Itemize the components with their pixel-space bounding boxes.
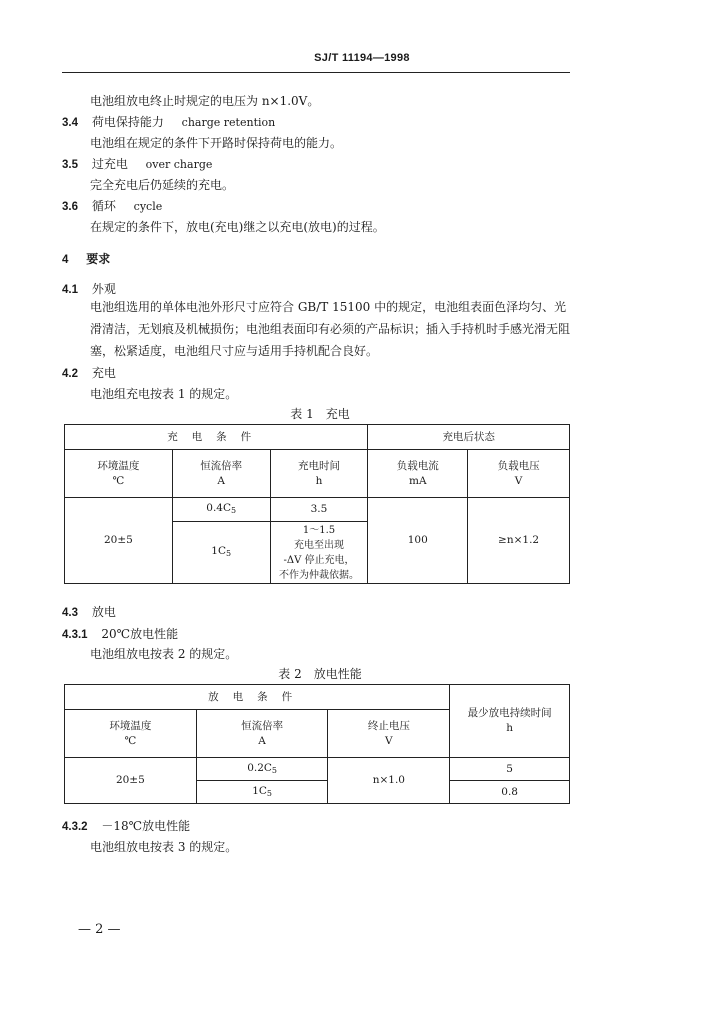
section-number: 4.3.1 <box>62 629 88 641</box>
section-3-5 <box>62 155 212 172</box>
table1-rate-1: $0.4C_5$ <box>172 498 270 522</box>
section-title: 20℃放电性能 <box>101 627 179 641</box>
section-title: 充电 <box>91 366 116 380</box>
table2-temp: 20±5 <box>65 758 197 804</box>
section-title: 外观 <box>91 282 116 296</box>
s34-text: 电池组在规定的条件下开路时保持荷电的能力。 <box>90 136 343 150</box>
table1-load-voltage: ≥n×1.2 <box>468 498 570 584</box>
table1-header-temp: 环境温度 ℃ <box>65 450 173 498</box>
table1 <box>64 424 570 584</box>
section-4-3-2 <box>62 817 190 834</box>
section-number: 4.1 <box>62 284 78 296</box>
s41-text: 电池组选用的单体电池外形尺寸应符合 GB/T 15100 中的规定，电池组表面色泽均匀、光滑清洁，无划痕及机械损伤；电池组表面印有必须的产品标识；插入手持机时手感光滑无阻塞，松紧适度，电池组尺寸应与适用手持机配合良好。 <box>90 300 571 358</box>
table2-header-duration: 最少放电持续时间 h <box>450 685 570 758</box>
section-title: 过充电 <box>91 157 128 171</box>
section-4-3-1 <box>62 625 178 642</box>
table1-group-right: 充电后状态 <box>368 425 570 450</box>
section-title: 要求 <box>86 252 111 266</box>
s35-text: 完全充电后仍延续的充电。 <box>90 178 235 192</box>
table2-end-voltage: n×1.0 <box>328 758 450 804</box>
table2-header-temp: 环境温度 ℃ <box>65 710 197 758</box>
table2-rate-1: $0.2C_5$ <box>196 758 328 781</box>
table2-header-end-voltage: 终止电压 V <box>328 710 450 758</box>
s33-text: 电池组放电终止时规定的电压为 n×1.0V。 <box>90 94 320 108</box>
section-4-3 <box>62 603 116 620</box>
section-number: 3.4 <box>62 117 78 129</box>
section-4 <box>62 250 110 267</box>
section-number: 4.3 <box>62 607 78 619</box>
table1-header-time: 充电时间 h <box>270 450 368 498</box>
table2-duration-1: 5 <box>450 758 570 781</box>
section-title: －18℃放电性能 <box>101 819 191 833</box>
section-number: 4 <box>62 254 69 266</box>
table1-group-left: 充电条件 <box>65 425 368 450</box>
s432-text: 电池组放电按表 3 的规定。 <box>90 840 238 854</box>
table2-caption: 表 2 放电性能 <box>278 667 362 681</box>
section-number: 4.3.2 <box>62 821 88 833</box>
s431-text: 电池组放电按表 2 的规定。 <box>90 647 238 661</box>
section-4-1 <box>62 280 116 297</box>
table2-header-rate: 恒流倍率 A <box>196 710 328 758</box>
header-rule <box>62 72 570 73</box>
section-english: over charge <box>145 158 213 171</box>
table2-rate-2: $1C_5$ <box>196 781 328 804</box>
table1-temp: 20±5 <box>65 498 173 584</box>
table1-caption: 表 1 充电 <box>290 407 350 421</box>
table1-time-1: 3.5 <box>270 498 368 522</box>
table2-duration-2: 0.8 <box>450 781 570 804</box>
section-number: 4.2 <box>62 368 78 380</box>
table2-group-left: 放电条件 <box>65 685 450 710</box>
section-title: 循环 <box>91 199 116 213</box>
table1-header-load-current: 负载电流 mA <box>368 450 468 498</box>
section-3-6 <box>62 197 162 214</box>
table1-header-load-voltage: 负载电压 V <box>468 450 570 498</box>
section-number: 3.6 <box>62 201 78 213</box>
section-english: charge retention <box>181 116 276 129</box>
section-title: 放电 <box>91 605 116 619</box>
s36-text: 在规定的条件下，放电(充电)继之以充电(放电)的过程。 <box>90 220 385 234</box>
document-code: SJ/T 11194—1998 <box>314 52 410 64</box>
table1-rate-2: $1C_5$ <box>172 522 270 584</box>
s42-text: 电池组充电按表 1 的规定。 <box>90 387 238 401</box>
table1-load-current: 100 <box>368 498 468 584</box>
table1-header-rate: 恒流倍率 A <box>172 450 270 498</box>
table1-time-2: 1～1.5 充电至出现 -ΔV 停止充电， 不作为仲裁依据。 <box>270 522 368 584</box>
table2 <box>64 684 570 804</box>
section-4-2 <box>62 364 116 381</box>
section-title: 荷电保持能力 <box>91 115 164 129</box>
section-3-4 <box>62 113 275 130</box>
section-english: cycle <box>133 200 163 213</box>
page-number: — 2 — <box>78 922 121 937</box>
section-number: 3.5 <box>62 159 78 171</box>
